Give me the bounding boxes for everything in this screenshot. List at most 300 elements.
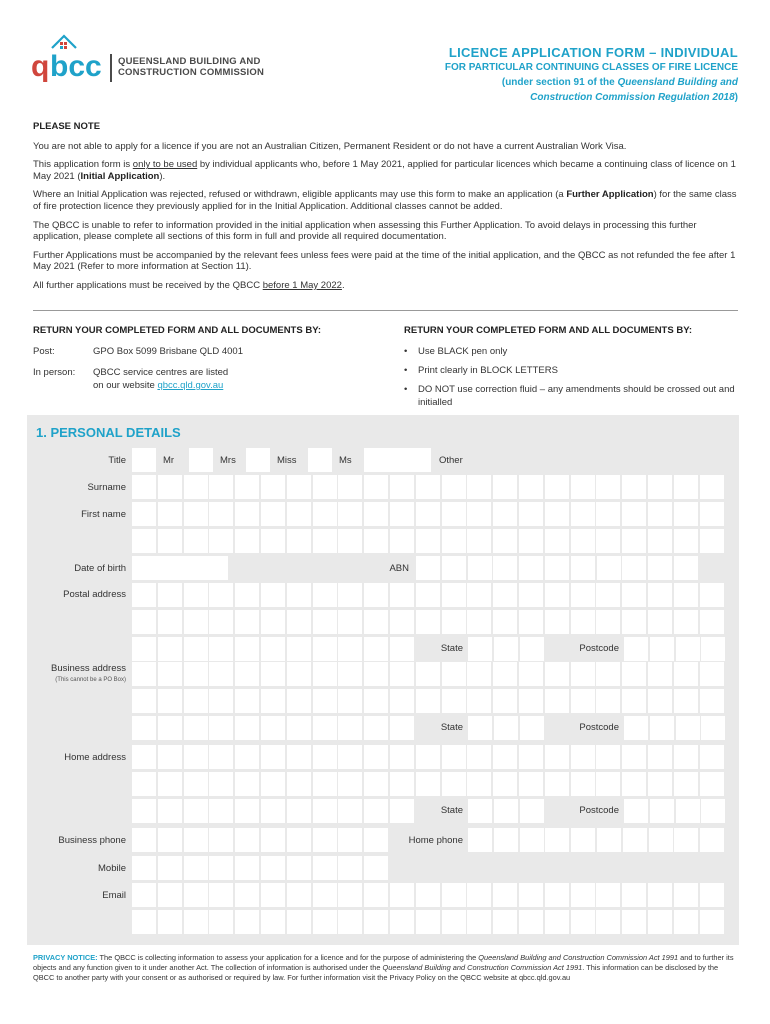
first-name-field[interactable] <box>132 502 725 526</box>
character-box[interactable] <box>519 883 543 907</box>
home-phone-field[interactable] <box>468 828 726 852</box>
character-box[interactable] <box>648 910 672 934</box>
character-box[interactable] <box>132 856 156 880</box>
character-box[interactable] <box>287 883 311 907</box>
character-box[interactable] <box>596 883 620 907</box>
character-box[interactable] <box>701 799 725 823</box>
character-box[interactable] <box>622 583 646 607</box>
character-box[interactable] <box>184 910 208 934</box>
character-box[interactable] <box>364 716 388 740</box>
character-box[interactable] <box>235 583 259 607</box>
character-box[interactable] <box>287 716 311 740</box>
character-box[interactable] <box>467 529 491 553</box>
character-box[interactable] <box>545 745 569 769</box>
character-box[interactable] <box>571 689 595 713</box>
surname-field[interactable] <box>132 475 725 499</box>
character-box[interactable] <box>209 772 233 796</box>
character-box[interactable] <box>338 583 362 607</box>
character-box[interactable] <box>700 689 724 713</box>
character-box[interactable] <box>467 883 491 907</box>
character-box[interactable] <box>545 610 569 634</box>
character-box[interactable] <box>209 910 233 934</box>
character-box[interactable] <box>701 637 725 661</box>
character-box[interactable] <box>648 662 672 686</box>
postal-postcode-field[interactable] <box>624 637 727 661</box>
character-box[interactable] <box>209 583 233 607</box>
character-box[interactable] <box>416 475 440 499</box>
character-box[interactable] <box>158 637 182 661</box>
character-box[interactable] <box>364 745 388 769</box>
character-box[interactable] <box>158 529 182 553</box>
character-box[interactable] <box>338 856 362 880</box>
character-box[interactable] <box>622 502 646 526</box>
title-mr-checkbox[interactable] <box>132 448 156 472</box>
character-box[interactable] <box>364 475 388 499</box>
character-box[interactable] <box>132 883 156 907</box>
character-box[interactable] <box>494 799 518 823</box>
character-box[interactable] <box>676 799 700 823</box>
character-box[interactable] <box>261 637 285 661</box>
character-box[interactable] <box>674 772 698 796</box>
character-box[interactable] <box>622 610 646 634</box>
character-box[interactable] <box>545 502 569 526</box>
character-box[interactable] <box>287 610 311 634</box>
character-box[interactable] <box>132 475 156 499</box>
character-box[interactable] <box>648 689 672 713</box>
character-box[interactable] <box>158 662 182 686</box>
character-box[interactable] <box>338 828 362 852</box>
character-box[interactable] <box>493 910 517 934</box>
character-box[interactable] <box>442 883 466 907</box>
character-box[interactable] <box>622 689 646 713</box>
character-box[interactable] <box>184 529 208 553</box>
character-box[interactable] <box>184 662 208 686</box>
character-box[interactable] <box>158 910 182 934</box>
character-box[interactable] <box>184 772 208 796</box>
character-box[interactable] <box>519 610 543 634</box>
character-box[interactable] <box>184 828 208 852</box>
character-box[interactable] <box>313 856 337 880</box>
character-box[interactable] <box>261 610 285 634</box>
character-box[interactable] <box>132 689 156 713</box>
character-box[interactable] <box>287 689 311 713</box>
character-box[interactable] <box>571 556 595 580</box>
character-box[interactable] <box>416 910 440 934</box>
mobile-field[interactable] <box>132 856 390 880</box>
character-box[interactable] <box>596 662 620 686</box>
character-box[interactable] <box>416 583 440 607</box>
character-box[interactable] <box>519 662 543 686</box>
character-box[interactable] <box>624 716 648 740</box>
character-box[interactable] <box>596 689 620 713</box>
character-box[interactable] <box>338 745 362 769</box>
character-box[interactable] <box>519 745 543 769</box>
character-box[interactable] <box>416 556 440 580</box>
email-field-line2[interactable] <box>132 910 725 934</box>
character-box[interactable] <box>364 689 388 713</box>
character-box[interactable] <box>184 799 208 823</box>
character-box[interactable] <box>468 637 492 661</box>
character-box[interactable] <box>132 610 156 634</box>
character-box[interactable] <box>287 745 311 769</box>
character-box[interactable] <box>674 910 698 934</box>
character-box[interactable] <box>674 556 698 580</box>
character-box[interactable] <box>209 828 233 852</box>
character-box[interactable] <box>545 828 569 852</box>
character-box[interactable] <box>545 689 569 713</box>
character-box[interactable] <box>364 502 388 526</box>
character-box[interactable] <box>596 502 620 526</box>
character-box[interactable] <box>571 772 595 796</box>
character-box[interactable] <box>184 583 208 607</box>
character-box[interactable] <box>624 637 648 661</box>
character-box[interactable] <box>650 637 674 661</box>
character-box[interactable] <box>467 662 491 686</box>
character-box[interactable] <box>622 556 646 580</box>
character-box[interactable] <box>364 583 388 607</box>
character-box[interactable] <box>442 910 466 934</box>
character-box[interactable] <box>519 556 543 580</box>
character-box[interactable] <box>364 799 388 823</box>
character-box[interactable] <box>442 475 466 499</box>
character-box[interactable] <box>467 502 491 526</box>
character-box[interactable] <box>364 610 388 634</box>
character-box[interactable] <box>338 637 362 661</box>
character-box[interactable] <box>674 689 698 713</box>
character-box[interactable] <box>494 828 518 852</box>
character-box[interactable] <box>596 610 620 634</box>
character-box[interactable] <box>287 637 311 661</box>
character-box[interactable] <box>519 689 543 713</box>
character-box[interactable] <box>649 828 673 852</box>
abn-field[interactable] <box>416 556 700 580</box>
character-box[interactable] <box>390 772 414 796</box>
character-box[interactable] <box>520 828 544 852</box>
character-box[interactable] <box>571 529 595 553</box>
business-address-line1[interactable] <box>132 662 725 686</box>
character-box[interactable] <box>467 583 491 607</box>
character-box[interactable] <box>338 883 362 907</box>
character-box[interactable] <box>235 716 259 740</box>
character-box[interactable] <box>132 529 156 553</box>
character-box[interactable] <box>261 745 285 769</box>
character-box[interactable] <box>571 502 595 526</box>
character-box[interactable] <box>519 583 543 607</box>
character-box[interactable] <box>493 475 517 499</box>
postal-state-field[interactable] <box>468 637 545 661</box>
character-box[interactable] <box>364 637 388 661</box>
character-box[interactable] <box>571 475 595 499</box>
character-box[interactable] <box>467 745 491 769</box>
character-box[interactable] <box>158 856 182 880</box>
character-box[interactable] <box>700 583 724 607</box>
character-box[interactable] <box>235 662 259 686</box>
character-box[interactable] <box>596 745 620 769</box>
business-state-field[interactable] <box>468 716 545 740</box>
character-box[interactable] <box>184 883 208 907</box>
character-box[interactable] <box>132 799 156 823</box>
character-box[interactable] <box>676 637 700 661</box>
character-box[interactable] <box>468 799 492 823</box>
character-box[interactable] <box>520 716 544 740</box>
character-box[interactable] <box>700 610 724 634</box>
character-box[interactable] <box>261 799 285 823</box>
character-box[interactable] <box>364 662 388 686</box>
character-box[interactable] <box>338 689 362 713</box>
title-other-field[interactable] <box>364 448 431 472</box>
character-box[interactable] <box>390 610 414 634</box>
character-box[interactable] <box>313 828 337 852</box>
character-box[interactable] <box>519 910 543 934</box>
character-box[interactable] <box>700 529 724 553</box>
character-box[interactable] <box>700 772 724 796</box>
character-box[interactable] <box>261 856 285 880</box>
character-box[interactable] <box>313 772 337 796</box>
character-box[interactable] <box>338 502 362 526</box>
character-box[interactable] <box>390 883 414 907</box>
character-box[interactable] <box>571 745 595 769</box>
character-box[interactable] <box>338 610 362 634</box>
character-box[interactable] <box>493 502 517 526</box>
character-box[interactable] <box>235 529 259 553</box>
character-box[interactable] <box>287 529 311 553</box>
character-box[interactable] <box>390 745 414 769</box>
character-box[interactable] <box>597 556 621 580</box>
character-box[interactable] <box>390 910 414 934</box>
character-box[interactable] <box>416 745 440 769</box>
character-box[interactable] <box>209 502 233 526</box>
postal-address-line1[interactable] <box>132 583 725 607</box>
character-box[interactable] <box>571 610 595 634</box>
character-box[interactable] <box>442 556 466 580</box>
character-box[interactable] <box>261 689 285 713</box>
character-box[interactable] <box>700 475 724 499</box>
character-box[interactable] <box>493 662 517 686</box>
character-box[interactable] <box>468 716 492 740</box>
character-box[interactable] <box>674 583 698 607</box>
character-box[interactable] <box>313 529 337 553</box>
character-box[interactable] <box>313 502 337 526</box>
postal-address-line2[interactable] <box>132 610 725 634</box>
character-box[interactable] <box>184 689 208 713</box>
character-box[interactable] <box>468 556 492 580</box>
character-box[interactable] <box>313 716 337 740</box>
character-box[interactable] <box>467 910 491 934</box>
character-box[interactable] <box>235 910 259 934</box>
title-ms-checkbox[interactable] <box>308 448 332 472</box>
character-box[interactable] <box>416 502 440 526</box>
character-box[interactable] <box>545 529 569 553</box>
character-box[interactable] <box>338 799 362 823</box>
character-box[interactable] <box>235 637 259 661</box>
character-box[interactable] <box>261 828 285 852</box>
character-box[interactable] <box>287 856 311 880</box>
character-box[interactable] <box>235 828 259 852</box>
character-box[interactable] <box>287 799 311 823</box>
character-box[interactable] <box>209 662 233 686</box>
character-box[interactable] <box>158 583 182 607</box>
character-box[interactable] <box>235 502 259 526</box>
character-box[interactable] <box>364 772 388 796</box>
character-box[interactable] <box>519 502 543 526</box>
character-box[interactable] <box>493 583 517 607</box>
character-box[interactable] <box>209 475 233 499</box>
character-box[interactable] <box>468 828 492 852</box>
character-box[interactable] <box>520 637 544 661</box>
character-box[interactable] <box>622 662 646 686</box>
character-box[interactable] <box>596 529 620 553</box>
character-box[interactable] <box>287 475 311 499</box>
character-box[interactable] <box>184 610 208 634</box>
character-box[interactable] <box>622 772 646 796</box>
character-box[interactable] <box>650 716 674 740</box>
character-box[interactable] <box>184 745 208 769</box>
business-phone-field[interactable] <box>132 828 390 852</box>
character-box[interactable] <box>390 475 414 499</box>
character-box[interactable] <box>338 475 362 499</box>
character-box[interactable] <box>674 883 698 907</box>
character-box[interactable] <box>209 716 233 740</box>
postal-address-line3[interactable] <box>132 637 416 661</box>
character-box[interactable] <box>545 475 569 499</box>
character-box[interactable] <box>493 883 517 907</box>
character-box[interactable] <box>520 799 544 823</box>
character-box[interactable] <box>184 502 208 526</box>
character-box[interactable] <box>648 529 672 553</box>
character-box[interactable] <box>184 856 208 880</box>
character-box[interactable] <box>700 502 724 526</box>
character-box[interactable] <box>132 772 156 796</box>
character-box[interactable] <box>700 828 724 852</box>
character-box[interactable] <box>493 556 517 580</box>
character-box[interactable] <box>209 610 233 634</box>
character-box[interactable] <box>648 475 672 499</box>
character-box[interactable] <box>622 883 646 907</box>
home-address-line2[interactable] <box>132 772 725 796</box>
character-box[interactable] <box>571 583 595 607</box>
character-box[interactable] <box>390 529 414 553</box>
character-box[interactable] <box>701 716 725 740</box>
character-box[interactable] <box>545 583 569 607</box>
character-box[interactable] <box>467 689 491 713</box>
character-box[interactable] <box>364 828 388 852</box>
character-box[interactable] <box>674 502 698 526</box>
character-box[interactable] <box>467 772 491 796</box>
business-address-line2[interactable] <box>132 689 725 713</box>
character-box[interactable] <box>597 828 621 852</box>
character-box[interactable] <box>132 662 156 686</box>
character-box[interactable] <box>261 716 285 740</box>
character-box[interactable] <box>313 799 337 823</box>
home-address-line3[interactable] <box>132 799 416 823</box>
character-box[interactable] <box>313 745 337 769</box>
character-box[interactable] <box>545 883 569 907</box>
character-box[interactable] <box>519 529 543 553</box>
character-box[interactable] <box>416 689 440 713</box>
character-box[interactable] <box>571 662 595 686</box>
character-box[interactable] <box>338 772 362 796</box>
character-box[interactable] <box>648 772 672 796</box>
character-box[interactable] <box>261 502 285 526</box>
character-box[interactable] <box>648 745 672 769</box>
character-box[interactable] <box>700 910 724 934</box>
character-box[interactable] <box>313 883 337 907</box>
website-link[interactable]: qbcc.qld.gov.au <box>157 380 224 391</box>
character-box[interactable] <box>390 502 414 526</box>
character-box[interactable] <box>596 772 620 796</box>
character-box[interactable] <box>648 583 672 607</box>
character-box[interactable] <box>261 583 285 607</box>
character-box[interactable] <box>493 745 517 769</box>
character-box[interactable] <box>571 828 595 852</box>
character-box[interactable] <box>158 610 182 634</box>
character-box[interactable] <box>184 716 208 740</box>
character-box[interactable] <box>158 475 182 499</box>
character-box[interactable] <box>338 910 362 934</box>
character-box[interactable] <box>209 689 233 713</box>
character-box[interactable] <box>442 662 466 686</box>
character-box[interactable] <box>158 828 182 852</box>
character-box[interactable] <box>209 745 233 769</box>
character-box[interactable] <box>648 556 672 580</box>
character-box[interactable] <box>261 529 285 553</box>
character-box[interactable] <box>261 910 285 934</box>
character-box[interactable] <box>545 662 569 686</box>
character-box[interactable] <box>674 610 698 634</box>
character-box[interactable] <box>158 883 182 907</box>
character-box[interactable] <box>596 583 620 607</box>
character-box[interactable] <box>416 610 440 634</box>
character-box[interactable] <box>209 529 233 553</box>
character-box[interactable] <box>596 910 620 934</box>
character-box[interactable] <box>313 910 337 934</box>
character-box[interactable] <box>132 910 156 934</box>
character-box[interactable] <box>132 828 156 852</box>
character-box[interactable] <box>158 772 182 796</box>
home-address-line1[interactable] <box>132 745 725 769</box>
character-box[interactable] <box>442 502 466 526</box>
character-box[interactable] <box>313 662 337 686</box>
character-box[interactable] <box>209 799 233 823</box>
character-box[interactable] <box>442 745 466 769</box>
character-box[interactable] <box>184 475 208 499</box>
business-address-line3[interactable] <box>132 716 416 740</box>
character-box[interactable] <box>261 883 285 907</box>
character-box[interactable] <box>700 745 724 769</box>
character-box[interactable] <box>261 475 285 499</box>
character-box[interactable] <box>338 662 362 686</box>
character-box[interactable] <box>545 910 569 934</box>
character-box[interactable] <box>261 662 285 686</box>
first-name-field-line2[interactable] <box>132 529 725 553</box>
character-box[interactable] <box>442 772 466 796</box>
character-box[interactable] <box>650 799 674 823</box>
character-box[interactable] <box>623 828 647 852</box>
character-box[interactable] <box>158 502 182 526</box>
character-box[interactable] <box>390 689 414 713</box>
character-box[interactable] <box>674 662 698 686</box>
character-box[interactable] <box>596 475 620 499</box>
character-box[interactable] <box>545 556 569 580</box>
character-box[interactable] <box>364 883 388 907</box>
character-box[interactable] <box>442 689 466 713</box>
character-box[interactable] <box>494 716 518 740</box>
character-box[interactable] <box>622 529 646 553</box>
character-box[interactable] <box>158 745 182 769</box>
character-box[interactable] <box>622 910 646 934</box>
character-box[interactable] <box>184 637 208 661</box>
character-box[interactable] <box>235 883 259 907</box>
